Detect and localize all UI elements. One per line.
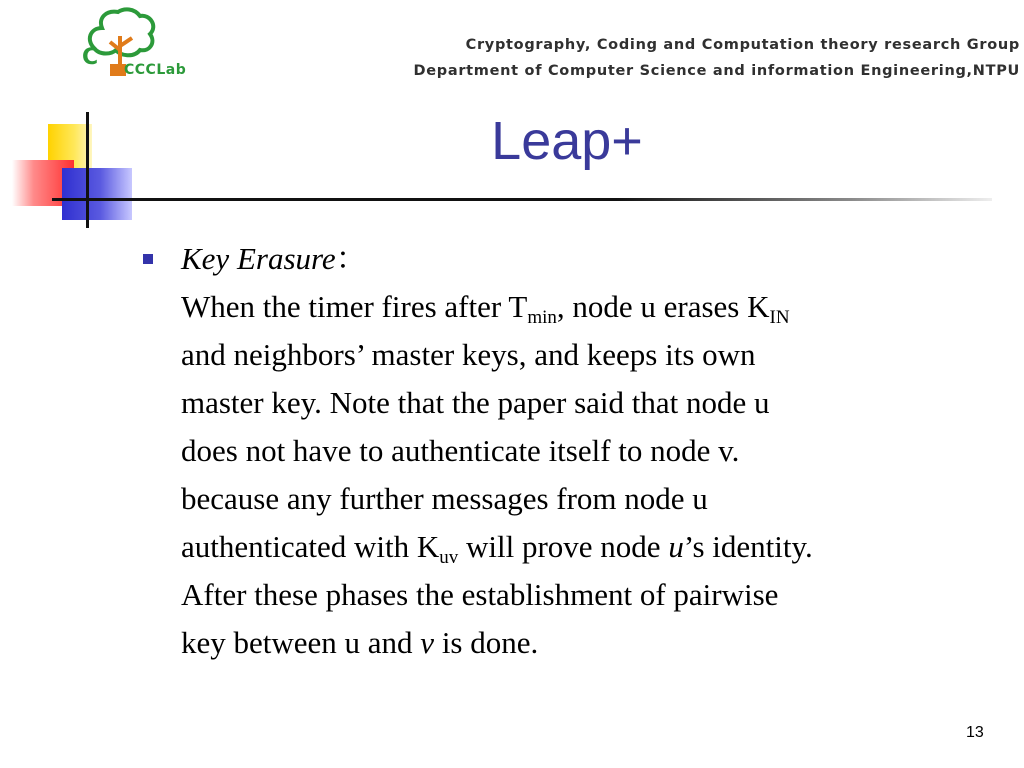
line1-part-a: When the timer fires after T — [181, 289, 528, 324]
line8-part-b: is done. — [434, 625, 539, 660]
svg-text:C: C — [82, 45, 99, 70]
bullet-square-icon — [143, 254, 153, 264]
body-line-1 — [181, 283, 1011, 331]
subscript-min: min — [527, 307, 557, 328]
department-name: Department of Computer Science and information Engineering,NTPU — [413, 63, 1020, 79]
body-line-8 — [181, 619, 1011, 667]
bullet-content — [181, 235, 1011, 667]
subscript-uv: uv — [439, 547, 459, 568]
body-line-6 — [181, 523, 1011, 571]
body-line-7: After these phases the establishment of pairwise — [181, 577, 779, 612]
body-line-5: because any further messages from node u — [181, 481, 708, 516]
line8-part-a: key between u and — [181, 625, 421, 660]
heading-text: Key Erasure — [181, 241, 336, 276]
body-line-3: master key. Note that the paper said that node u — [181, 385, 770, 420]
heading-colon: ： — [335, 241, 367, 276]
line6-part-b: will prove node — [458, 529, 669, 564]
research-group-name: Cryptography, Coding and Computation theory research Group — [465, 37, 1020, 53]
body-line-2: and neighbors’ master keys, and keeps its own — [181, 337, 756, 372]
page-number: 13 — [966, 724, 984, 741]
italic-u: u — [668, 529, 684, 564]
blue-square — [62, 168, 132, 220]
title-divider — [52, 198, 992, 201]
subscript-in: IN — [769, 307, 790, 328]
line6-part-a: authenticated with K — [181, 529, 440, 564]
line1-part-b: , node u erases K — [556, 289, 770, 324]
bullet-heading — [181, 235, 1011, 283]
slide-title: Leap+ — [491, 111, 643, 171]
italic-v: v — [420, 625, 435, 660]
line6-part-c: ’s identity. — [683, 529, 813, 564]
body-line-4: does not have to authenticate itself to node v. — [181, 433, 740, 468]
logo-text: CCCLab — [124, 62, 187, 78]
